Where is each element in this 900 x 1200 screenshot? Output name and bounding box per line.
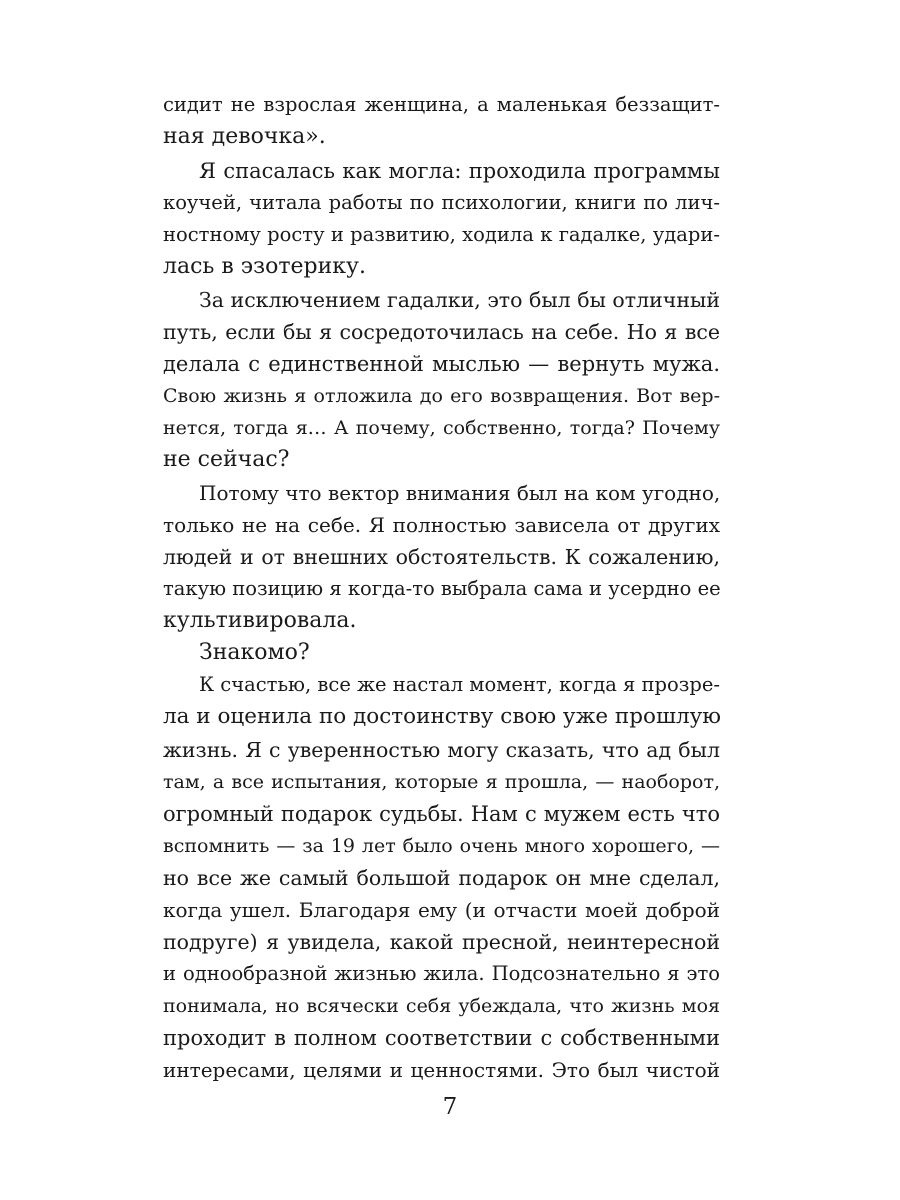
text-line: К счастью, все же настал момент, когда я прозре-: [199, 673, 721, 696]
text-line: ла и оценила по достоинству свою уже прошлую: [163, 704, 721, 729]
text-line: ностному росту и развитию, ходила к гадалке, удари-: [163, 223, 720, 246]
text-line: сидит не взрослая женщина, а маленькая беззащит-: [163, 93, 720, 116]
text-line: и однообразной жизнью жила. Подсознательно я это: [163, 962, 720, 985]
text-line: такую позицию я когда-то выбрала сама и усердно ее: [163, 577, 721, 600]
text-line: Знакомо?: [199, 640, 310, 665]
text-line: За исключением гадалки, это был бы отличный: [199, 288, 720, 312]
text-line: вспомнить — за 19 лет было очень много хорошего, —: [163, 835, 720, 857]
text-line: проходит в полном соответствии с собственными: [163, 1026, 720, 1050]
text-line: коучей, читала работы по психологии, книги по лич-: [163, 191, 720, 214]
text-line: жизнь. Я с уверенностью могу сказать, что ад был: [163, 738, 720, 762]
text-line: людей и от внешних обстоятельств. К сожалению,: [163, 545, 720, 569]
text-line: только не на себе. Я полностью зависела от других: [163, 513, 720, 537]
text-line: когда ушел. Благодаря ему (и отчасти моей доброй: [163, 898, 720, 922]
text-line: делала с единственной мыслью — вернуть мужа.: [163, 352, 720, 376]
text-line: но все же самый большой подарок он мне сделал,: [163, 866, 720, 890]
text-line: интересами, целями и ценностями. Это был чистой: [163, 1058, 720, 1082]
text-line: лась в эзотерику.: [163, 254, 366, 279]
text-line: Потому что вектор внимания был на ком угодно,: [199, 481, 721, 505]
text-line: культивировала.: [163, 608, 357, 633]
text-line: ная девочка».: [163, 124, 326, 149]
text-line: Я спасалась как могла: проходила программы: [199, 159, 720, 183]
text-line: огромный подарок судьбы. Нам с мужем есть что: [163, 802, 720, 826]
text-line: Свою жизнь я отложила до его возвращения. Вот вер-: [163, 385, 720, 407]
page-number: 7: [442, 1094, 458, 1120]
text-line: там, а все испытания, которые я прошла, — наоборот,: [163, 771, 720, 793]
text-line: путь, если бы я сосредоточилась на себе. Но я все: [163, 320, 720, 344]
text-line: понимала, но всячески себя убеждала, что жизнь моя: [163, 995, 720, 1017]
text-line: не сейчас?: [163, 447, 290, 472]
text-line: подруге) я увидела, какой пресной, неинтересной: [163, 930, 720, 954]
text-line: нется, тогда я… А почему, собственно, тогда? Почему: [163, 417, 720, 439]
